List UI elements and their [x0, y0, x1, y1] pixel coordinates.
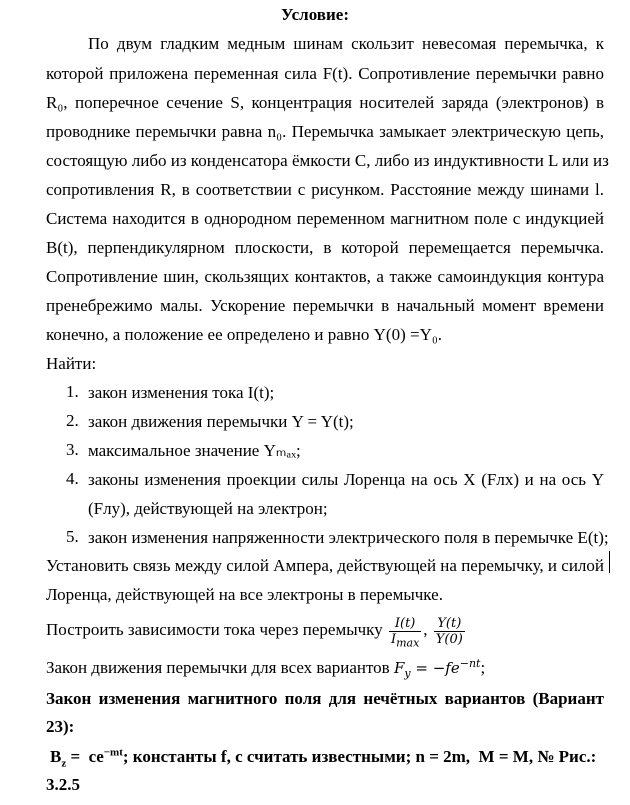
paragraph-line: По двум гладким медным шинам скользит невесомая перемычка, к: [88, 34, 604, 53]
list-number: 1.: [66, 382, 79, 401]
paragraph-line: Сопротивление шин, скользящих контактов, а также самоиндукция контура: [46, 267, 604, 286]
list-number: 2.: [66, 411, 79, 430]
find-label: Найти:: [46, 354, 97, 373]
fraction-den-text: I: [390, 631, 397, 647]
paragraph-line: которой приложена переменная сила F(t). Сопротивление перемычки равно: [46, 64, 604, 83]
field-line: 23):: [46, 717, 75, 736]
list-text: закон движения перемычки Y = Y(t);: [88, 412, 354, 431]
paragraph-line: пренебрежимо малы. Ускорение перемычки в начальный момент времени: [46, 296, 604, 315]
fraction-position: [434, 616, 465, 647]
list-number: 4.: [66, 469, 79, 488]
fraction-denominator: $I_{max}$: [390, 631, 420, 650]
paragraph-line: конечно, а положение ее определено и равно Y(0) =Y₀.: [46, 325, 443, 344]
list-number: 3.: [66, 440, 79, 459]
paragraph-line: сопротивления R, в соответствии с рисунком. Расстояние между шинами l.: [46, 180, 604, 199]
figure-number: 3.2.5: [46, 775, 80, 794]
relation-line: Установить связь между силой Ампера, действующей на перемычку, и силой: [46, 556, 605, 575]
paragraph-line: состоящую либо из конденсатора ёмкости С, либо из индуктивности L или из: [46, 151, 609, 170]
fraction-numerator: Y(t): [434, 616, 465, 632]
fraction-denominator: Y(0): [435, 631, 463, 647]
list-text: максимальное значение Yₘₐₓ;: [88, 441, 301, 460]
motion-line: Закон движения перемычки для всех вариантов $F_y = -fe^{-nt}$;: [46, 657, 486, 680]
paragraph-line: R₀, поперечное сечение S, концентрация носителей заряда (электронов) в: [46, 93, 604, 112]
condition-title: Условие:: [281, 5, 349, 24]
comma: ,: [423, 620, 428, 639]
list-text: закон изменения напряженности электрического поля в перемычке E(t);: [88, 528, 609, 547]
motion-text: Закон движения перемычки для всех вариантов: [46, 658, 390, 677]
list-text: закон изменения тока I(t);: [88, 383, 275, 402]
fraction-numerator: I(t): [389, 616, 421, 632]
relation-line: Лоренца, действующей на все электроны в перемычке.: [46, 585, 443, 604]
paragraph-line: B(t), перпендикулярном плоскости, в которой перемещается перемычка.: [46, 238, 604, 257]
text-cursor: [609, 551, 610, 573]
bz-line: $B_z = ce^{-mt}$; константы f, c считать известными; n = 2m, M = M, № Рис.:: [50, 746, 597, 770]
list-text: законы изменения проекции силы Лоренца на ось X (Fлх) и на ось Y: [88, 470, 604, 489]
field-line: Закон изменения магнитного поля для нечётных вариантов (Вариант: [46, 689, 604, 708]
fraction-current: [389, 615, 421, 650]
paragraph-line: проводнике перемычки равна n₀. Перемычка замыкает электрическую цепь,: [46, 122, 604, 141]
motion-formula: $F_y = -fe^{-nt}$: [393, 657, 481, 680]
list-number: 5.: [66, 527, 79, 546]
list-text-continuation: (Fлу), действующей на электрон;: [88, 499, 328, 518]
paragraph-line: Система находится в однородном переменном магнитном поле с индукцией: [46, 209, 604, 228]
plot-line: [46, 612, 604, 648]
plot-text: Построить зависимости тока через перемычку: [46, 620, 383, 639]
